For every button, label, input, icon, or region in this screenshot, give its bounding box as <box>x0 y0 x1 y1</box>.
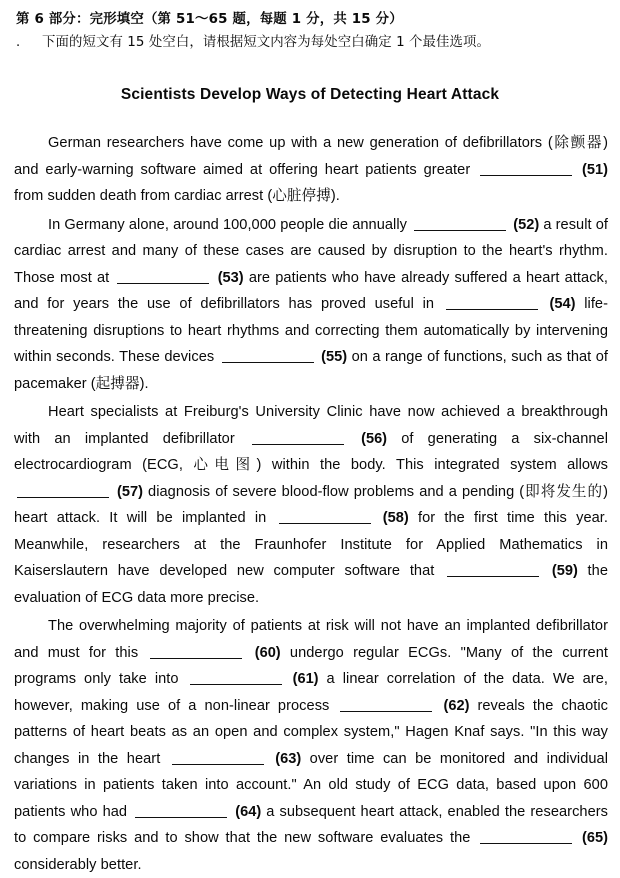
answer-blank-54[interactable] <box>446 295 538 310</box>
question-number: (55) <box>321 349 348 365</box>
question-number: (62) <box>443 697 470 714</box>
paragraph: In Germany alone, around 100,000 people die annually (52) a result of cardiac arrest and many of these cases are caused by disruption to the heart's rhythm. Those most at (53) are patients who have already suffered a heart attack, and for years the use of defibrillators has proved useful in (54) life-threatening disruptions to heart rhythms and correcting them automatically by intervening within seconds. These devices (55) on a range of functions, such as that of pacemaker (起搏器). <box>14 216 609 392</box>
answer-blank-64[interactable] <box>135 803 227 818</box>
stray-mark: . <box>16 35 21 50</box>
answer-blank-63[interactable] <box>172 750 264 765</box>
question-number: (53) <box>217 269 244 286</box>
directions-text: 下面的短文有 15 处空白，请根据短文内容为每处空白确定 1 个最佳选项。 <box>42 35 491 50</box>
answer-blank-52[interactable] <box>414 216 506 231</box>
answer-blank-56[interactable] <box>252 430 344 445</box>
paragraph: The overwhelming majority of patients at risk will not have an implanted defibrillator and must for this (60) undergo regular ECGs. "Many of the current programs only take into (61) a linear correlation of the data. We are, however, making use of a non-linear process (62) reveals the chaotic patterns of heart beats as an open and complex system," Hagen Knaf says. "In this way changes in the heart (63) over time can be monitored and individual variations in patients taken into account." An old study of ECG data, based upon 600 patients who had (64) a subsequent heart attack, enabled the researchers to compare risks and to show that the new software evaluates the (65) considerably better. <box>14 618 609 873</box>
question-number: (59) <box>551 563 578 579</box>
question-number: (58) <box>382 510 409 526</box>
question-number: (64) <box>235 803 262 820</box>
question-number: (61) <box>292 671 319 687</box>
section-heading: 第 6 部分：完形填空（第 51～65 题，每题 1 分，共 15 分） <box>16 12 403 27</box>
question-number: (52) <box>513 216 540 233</box>
question-number: (51) <box>582 161 608 178</box>
question-number: (57) <box>117 483 143 500</box>
question-number: (65) <box>582 830 608 846</box>
answer-blank-65[interactable] <box>480 829 572 844</box>
question-number: (63) <box>275 750 302 767</box>
question-number: (54) <box>549 296 576 312</box>
answer-blank-53[interactable] <box>117 269 209 284</box>
directions-line <box>16 33 606 53</box>
question-number: (56) <box>361 430 388 447</box>
answer-blank-55[interactable] <box>222 348 314 363</box>
answer-blank-57[interactable] <box>17 483 109 498</box>
answer-blank-60[interactable] <box>150 644 242 659</box>
article-body <box>0 130 620 878</box>
page-title: Scientists Develop Ways of Detecting Heart Attack <box>120 86 500 103</box>
answer-blank-62[interactable] <box>340 697 432 712</box>
answer-blank-51[interactable] <box>480 161 572 176</box>
answer-blank-58[interactable] <box>279 509 371 524</box>
paragraph: Heart specialists at Freiburg's University Clinic have now achieved a breakthrough with an implanted defibrillator (56) of generating a six-channel electrocardiogram (ECG, 心电图) within the body. This integrated system allows (57) diagnosis of severe blood-flow problems and a pending (即将发生的) heart attack. It will be implanted in (58) for the first time this year. Meanwhile, researchers at the Fraunhofer Institute for Applied Mathematics in Kaiserslautern have developed new computer software that (59) the evaluation of ECG data more precise. <box>14 404 608 606</box>
answer-blank-61[interactable] <box>190 670 282 685</box>
answer-blank-59[interactable] <box>447 562 539 577</box>
paragraph: German researchers have come up with a new generation of defibrillators (除颤器) and early-warning software aimed at offering heart patients greater (51) from sudden death from cardiac arrest (心脏停搏). <box>14 135 608 204</box>
question-number: (60) <box>254 644 281 661</box>
instructions-block <box>0 0 620 53</box>
